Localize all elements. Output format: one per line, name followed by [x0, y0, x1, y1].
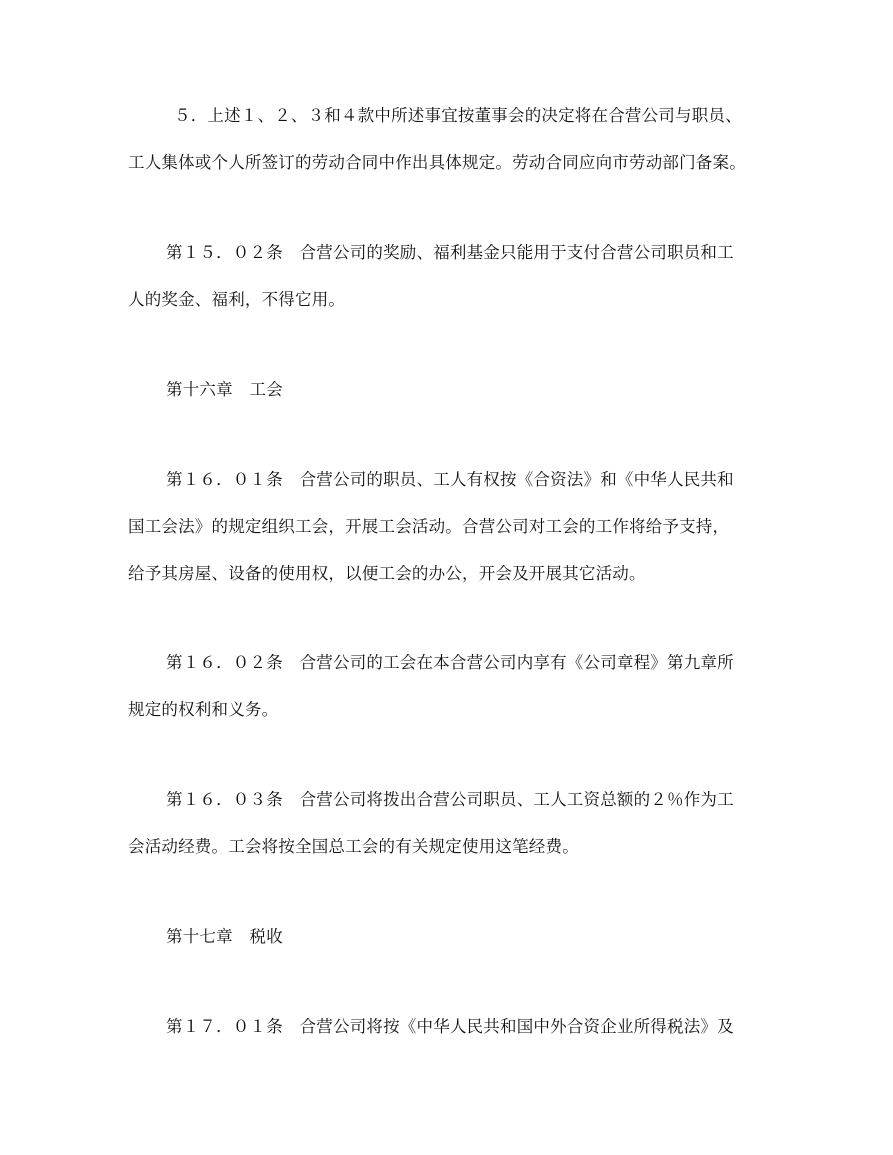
paragraph-line: 国工会法》的规定组织工会，开展工会活动。合营公司对工会的工作将给予支持， [128, 517, 730, 536]
article-line: 第１６．０２条 合营公司的工会在本合营公司内享有《公司章程》第九章所 [166, 653, 734, 672]
article-line: 第１６．０１条 合营公司的职员、工人有权按《合资法》和《中华人民共和 [166, 470, 734, 489]
paragraph-line: 人的奖金、福利，不得它用。 [128, 290, 346, 309]
article-line: 第１５．０２条 合营公司的奖励、福利基金只能用于支付合营公司职员和工 [166, 243, 734, 262]
article-line: 第１７．０１条 合营公司将按《中华人民共和国中外合资企业所得税法》及 [166, 1017, 734, 1036]
chapter-heading: 第十六章 工会 [166, 380, 283, 399]
paragraph-line: 工人集体或个人所签订的劳动合同中作出具体规定。劳动合同应向市劳动部门备案。 [128, 153, 746, 172]
chapter-heading: 第十七章 税收 [166, 927, 283, 946]
paragraph-line: 给予其房屋、设备的使用权，以便工会的办公，开会及开展其它活动。 [128, 564, 646, 583]
paragraph-line: ５．上述１、２、３和４款中所述事宜按董事会的决定将在合营公司与职员、 [174, 106, 742, 125]
article-line: 第１６．０３条 合营公司将拨出合营公司职员、工人工资总额的２％作为工 [166, 790, 734, 809]
paragraph-line: 会活动经费。工会将按全国总工会的有关规定使用这笔经费。 [128, 837, 579, 856]
paragraph-line: 规定的权利和义务。 [128, 700, 279, 719]
